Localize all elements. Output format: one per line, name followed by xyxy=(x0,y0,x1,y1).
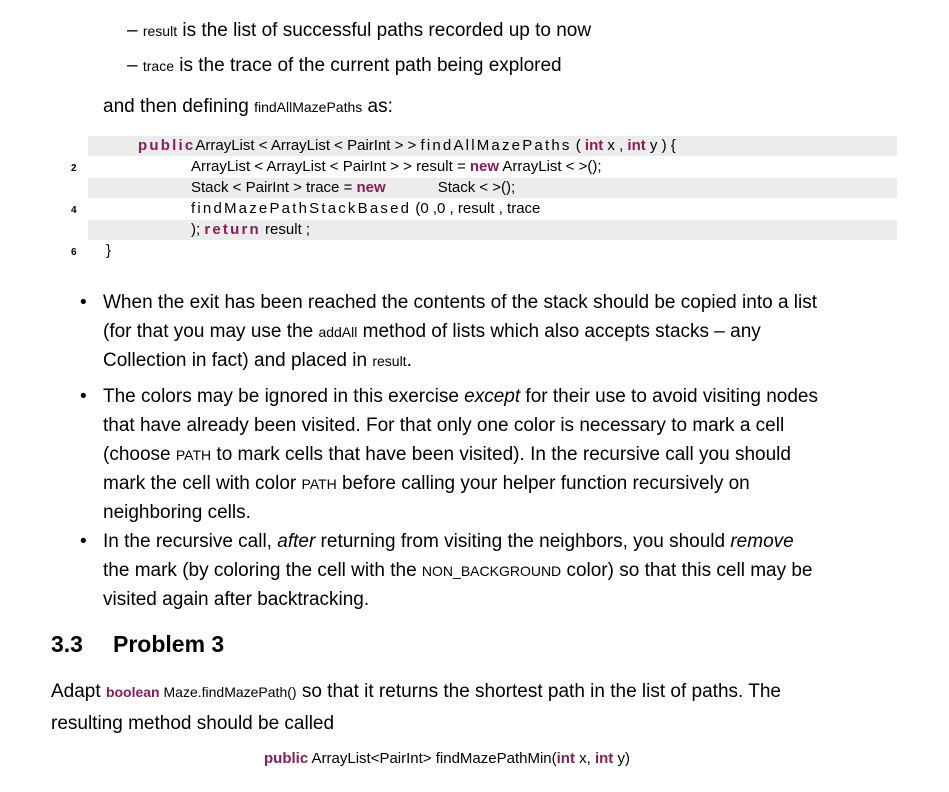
code-line-3: Stack < PairInt > trace = new Stack < >(); xyxy=(88,178,897,198)
bullet-icon: • xyxy=(80,292,87,313)
definition-text: is the list of successful paths recorded up to now xyxy=(177,20,592,41)
bullet-icon: • xyxy=(80,386,87,407)
problem-paragraph: Adapt boolean Maze.findMazePath() so that it returns the shortest path in the list of paths. The resulting method should be called xyxy=(51,681,781,734)
code-line-6: 6 } xyxy=(71,242,112,259)
intro-text: and then defining findAllMazePaths as: xyxy=(103,96,393,117)
method-name: addAll xyxy=(318,324,358,340)
definition-text: is the trace of the current path being explored xyxy=(173,55,562,76)
definition-trace xyxy=(127,55,562,77)
method-name: findAllMazePaths xyxy=(254,99,363,115)
line-number: 6 xyxy=(71,247,77,258)
term-result: result xyxy=(142,23,178,39)
section-number: 3.3 xyxy=(51,631,83,657)
code-line-2: 2 ArrayList < ArrayList < PairInt > > result = new ArrayList < >(); xyxy=(71,158,602,175)
definition-result xyxy=(127,20,591,42)
dash: – xyxy=(127,55,138,76)
bullet-icon: • xyxy=(80,531,87,552)
document-page: – result is the list of successful paths recorded up to now – trace is the trace of the current path being explored and then defining findAllMazePaths as: publicArrayList < ArrayList < PairInt > > findAllMazePaths ( int x , int y ) { 2 ArrayList < ArrayList < PairInt > > result = new ArrayList < >(); Stack < PairInt > trace = new Stack < >(); 4 findMazePathStackBased (0 ,0 , result , trace ); return result ; 6 } • When the exit has been reached the contents of the stack should be copied into a list (for that you may use the addAll method of lists which also accepts stacks – any Collection in fact) and placed in result. • The colors may be ignored in this exercise except for their use to avoid visiting nodes that have already been visited. For that only one color is necessary to mark a cell (choose PATH to mark cells that have been visited). In the recursive call you should mark the cell with color PATH before calling your helper function recursively on neighboring cells. • In the recursive call, after returning from visiting the neighbors, you should remove the mark (by coloring the cell with the NON_BACKGROUND color) so that this cell may be visited again after backtracking. 3.3 Problem 3 Adapt boolean Maze.findMazePath() so that it returns the shortest path in the list of paths. The resulting method should be called public ArrayList<PairInt> findMazePathMin(int x, int y) xyxy=(0,0,949,792)
code-line-5: ); return result ; xyxy=(88,220,897,240)
dash: – xyxy=(127,20,138,41)
code-line-1: publicArrayList < ArrayList < PairInt > > findAllMazePaths ( int x , int y ) { xyxy=(88,136,897,156)
term-trace: trace xyxy=(142,58,174,74)
line-number: 4 xyxy=(71,205,77,216)
section-heading xyxy=(51,631,224,658)
method-signature: public ArrayList<PairInt> findMazePathMin(int x, int y) xyxy=(264,750,630,767)
line-number: 2 xyxy=(71,163,77,174)
section-title: Problem 3 xyxy=(113,631,225,657)
code-line-4: 4 findMazePathStackBased (0 ,0 , result , trace xyxy=(71,200,541,217)
